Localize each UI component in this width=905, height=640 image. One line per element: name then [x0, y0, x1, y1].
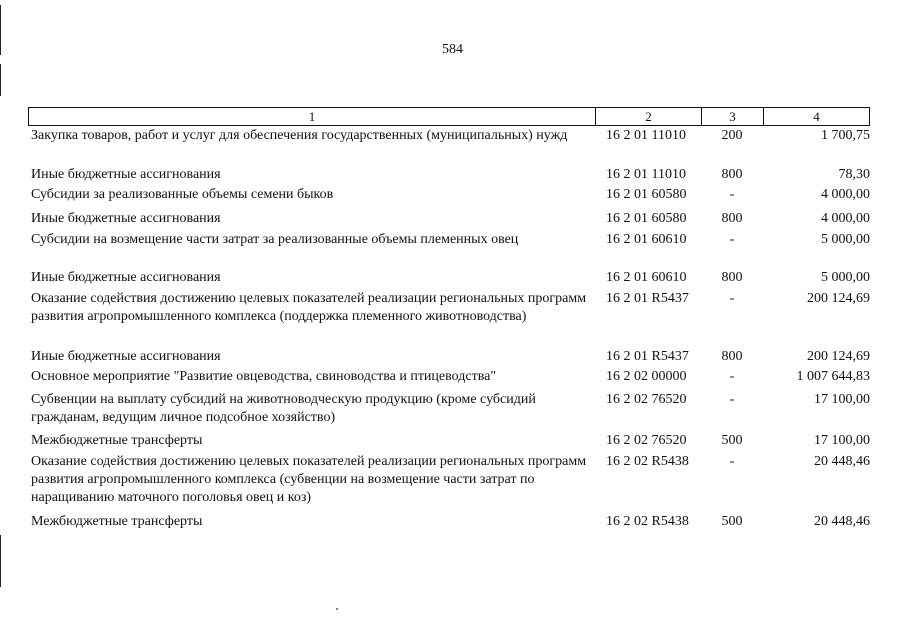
row-amount: 20 448,46: [814, 454, 870, 469]
row-amount: 5 000,00: [821, 232, 870, 247]
row-code: 16 2 02 00000: [606, 369, 687, 384]
row-amount: 4 000,00: [821, 187, 870, 202]
scan-speck: [336, 608, 338, 610]
row-type: 800: [721, 211, 743, 226]
row-type: 200: [721, 128, 743, 143]
scan-edge-mark: [0, 535, 1, 587]
row-code: 16 2 01 60610: [606, 232, 687, 247]
row-name: Субсидии на возмещение части затрат за реализованные объемы племенных овец: [31, 232, 519, 247]
row-amount: 78,30: [838, 167, 870, 182]
row-type: -: [729, 392, 735, 407]
row-name: Иные бюджетные ассигнования: [31, 349, 221, 364]
row-code: 16 2 01 R5437: [606, 291, 689, 306]
row-name: Межбюджетные трансферты: [31, 514, 203, 529]
row-code: 16 2 01 60610: [606, 270, 687, 285]
row-name: Иные бюджетные ассигнования: [31, 211, 221, 226]
row-type: 500: [721, 514, 743, 529]
row-type: -: [729, 187, 735, 202]
row-type: 500: [721, 433, 743, 448]
table-header: [28, 107, 870, 126]
row-name: Закупка товаров, работ и услуг для обеспечения государственных (муниципальных) нужд: [31, 128, 568, 143]
row-code: 16 2 02 R5438: [606, 454, 689, 469]
row-type: 800: [721, 270, 743, 285]
row-name: Иные бюджетные ассигнования: [31, 167, 221, 182]
row-code: 16 2 01 R5437: [606, 349, 689, 364]
row-name: Иные бюджетные ассигнования: [31, 270, 221, 285]
row-amount: 5 000,00: [821, 270, 870, 285]
row-amount: 20 448,46: [814, 514, 870, 529]
row-code: 16 2 02 76520: [606, 392, 687, 407]
row-code: 16 2 02 R5438: [606, 514, 689, 529]
header-col-3: 3: [701, 108, 763, 125]
row-code: 16 2 01 11010: [606, 167, 686, 182]
row-type: -: [729, 291, 735, 306]
row-name: Субвенции на выплату субсидий на животноводческую продукцию (кроме субсидий гражданам, ведущим личное подсобное хозяйство): [31, 392, 536, 425]
row-amount: 1 007 644,83: [796, 369, 870, 384]
row-amount: 17 100,00: [814, 392, 870, 407]
row-type: 800: [721, 349, 743, 364]
row-name: Субсидии за реализованные объемы семени быков: [31, 187, 334, 202]
row-type: -: [729, 454, 735, 469]
row-amount: 200 124,69: [807, 291, 870, 306]
row-code: 16 2 01 11010: [606, 128, 686, 143]
row-amount: 1 700,75: [821, 128, 870, 143]
row-code: 16 2 02 76520: [606, 433, 687, 448]
scan-edge-mark: [0, 64, 1, 96]
row-type: 800: [721, 167, 743, 182]
header-col-2: 2: [595, 108, 701, 125]
row-amount: 200 124,69: [807, 349, 870, 364]
header-col-1: 1: [308, 109, 316, 124]
scan-edge-mark: [0, 5, 1, 55]
row-name: Оказание содействия достижению целевых показателей реализации региональных программ развития агропромышленного комплекса (поддержка племенного животноводства): [31, 291, 587, 324]
row-name: Основное мероприятие "Развитие овцеводства, свиноводства и птицеводства": [31, 369, 497, 384]
row-name: Межбюджетные трансферты: [31, 433, 203, 448]
row-code: 16 2 01 60580: [606, 211, 687, 226]
row-type: -: [729, 232, 735, 247]
row-amount: 17 100,00: [814, 433, 870, 448]
row-amount: 4 000,00: [821, 211, 870, 226]
page-number: 584: [442, 42, 463, 57]
row-type: -: [729, 369, 735, 384]
row-code: 16 2 01 60580: [606, 187, 687, 202]
row-name: Оказание содействия достижению целевых показателей реализации региональных программ развития агропромышленного комплекса (субвенции на возмещение части затрат по наращиванию маточного поголовья овец и коз): [31, 454, 587, 505]
header-col-4: 4: [763, 108, 869, 125]
